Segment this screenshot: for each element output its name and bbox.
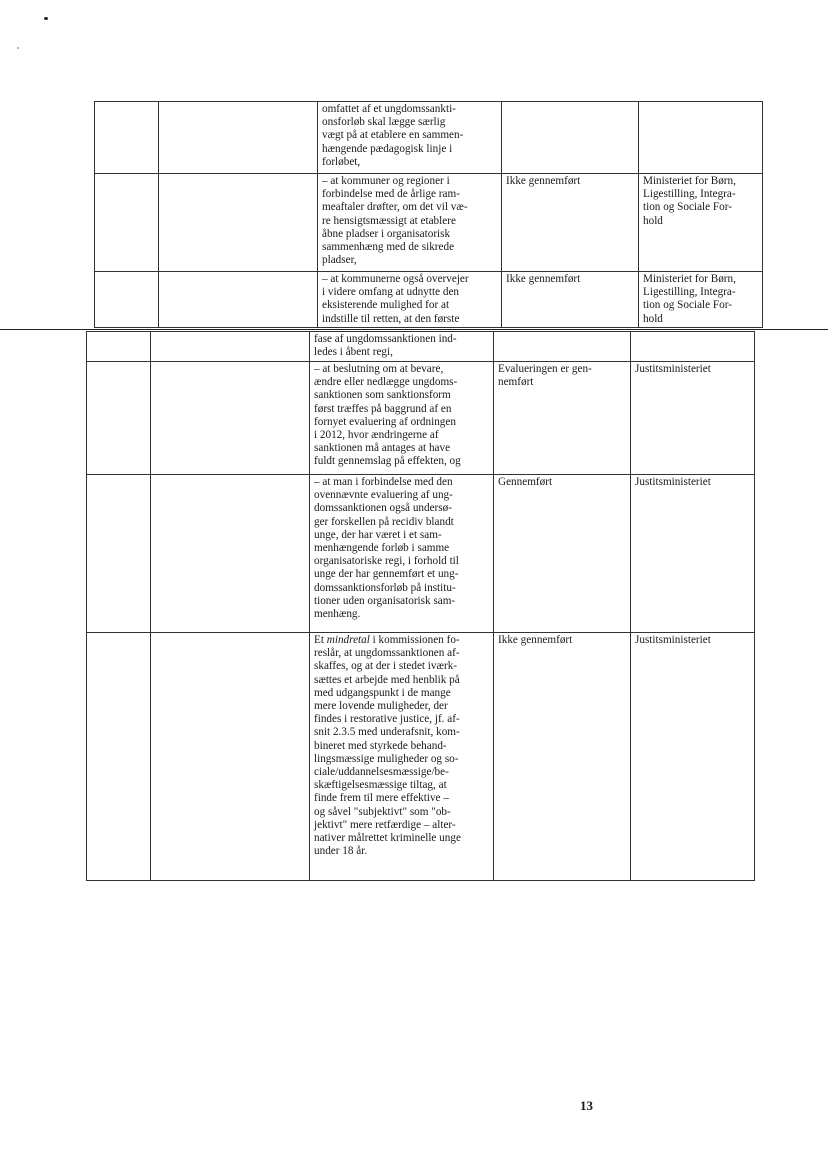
ministry-cell: Justitsministeriet bbox=[631, 475, 755, 633]
empty-cell bbox=[159, 102, 318, 174]
ministry-cell: Justitsministeriet bbox=[631, 362, 755, 475]
status-cell: Gennemført bbox=[494, 475, 631, 633]
scan-speck bbox=[17, 47, 19, 49]
ministry-cell: Ministeriet for Børn, Ligestilling, Integra- tion og Sociale For- hold bbox=[639, 272, 763, 328]
status-cell bbox=[502, 102, 639, 174]
recommendation-cell: – at kommuner og regioner i forbindelse med de årlige ram- meaftaler drøfter, om det vil væ- re hensigtsmæssigt at etablere åbne pladser i organisatorisk sammenhæng med de sikrede pladser, bbox=[318, 174, 502, 272]
scan-fold-line bbox=[0, 329, 828, 330]
table-row bbox=[95, 272, 763, 328]
recommendation-cell: omfattet af et ungdomssankti- onsforløb skal lægge særlig vægt på at etablere en sammen- hængende pædagogisk linje i forløbet, bbox=[318, 102, 502, 174]
ministry-cell: Ministeriet for Børn, Ligestilling, Integra- tion og Sociale For- hold bbox=[639, 174, 763, 272]
empty-cell bbox=[151, 633, 310, 881]
empty-cell bbox=[87, 475, 151, 633]
table-row bbox=[87, 332, 755, 362]
status-cell bbox=[494, 332, 631, 362]
page-number: 13 bbox=[580, 1098, 593, 1113]
empty-cell bbox=[151, 475, 310, 633]
empty-cell bbox=[151, 332, 310, 362]
recommendations-table-top bbox=[94, 101, 763, 328]
status-cell: Ikke gennemført bbox=[502, 272, 639, 328]
status-cell: Ikke gennemført bbox=[502, 174, 639, 272]
empty-cell bbox=[87, 362, 151, 475]
recommendation-cell: fase af ungdomssanktionen ind- ledes i åbent regi, bbox=[310, 332, 494, 362]
table-row bbox=[87, 633, 755, 881]
empty-cell bbox=[151, 362, 310, 475]
recommendations-table-bottom bbox=[86, 331, 755, 881]
empty-cell bbox=[95, 102, 159, 174]
empty-cell bbox=[87, 633, 151, 881]
ministry-cell bbox=[631, 332, 755, 362]
status-cell: Ikke gennemført bbox=[494, 633, 631, 881]
table-row bbox=[87, 475, 755, 633]
scan-speck bbox=[44, 17, 48, 20]
empty-cell bbox=[95, 272, 159, 328]
ministry-cell bbox=[639, 102, 763, 174]
recommendation-cell: – at kommunerne også overvejer i videre omfang at udnytte den eksisterende mulighed for at indstille til retten, at den første bbox=[318, 272, 502, 328]
recommendation-cell: Et mindretal i kommissionen fo- reslår, at ungdomssanktionen af- skaffes, og at der i stedet iværk- sættes et arbejde med henblik på med udgangspunkt i de mange mere lovende muligheder, der findes i restorative justice, jf. af- snit 2.3.5 med underafsnit, kom- bineret med styrkede behand- lingsmæssige muligheder og so- ciale/uddannelsesmæssige/be- skæftigelsesmæssige tiltag, at finde frem til mere effektive – og såvel "subjektivt" som "ob- jektivt" mere retfærdige – alter- nativer målrettet kriminelle unge under 18 år. bbox=[310, 633, 494, 881]
ministry-cell: Justitsministeriet bbox=[631, 633, 755, 881]
status-cell: Evalueringen er gen- nemført bbox=[494, 362, 631, 475]
table-row bbox=[95, 174, 763, 272]
empty-cell bbox=[95, 174, 159, 272]
table-row bbox=[87, 362, 755, 475]
table-row bbox=[95, 102, 763, 174]
empty-cell bbox=[159, 272, 318, 328]
recommendation-cell: – at man i forbindelse med den ovennævnte evaluering af ung- domssanktionen også undersø- ger forskellen på recidiv blandt unge, der har været i et sam- menhængende forløb i samme organisatoriske regi, i forhold til unge der har gennemført et ung- domssanktionsforløb på institu- tioner uden organisatorisk sam- menhæng. bbox=[310, 475, 494, 633]
recommendation-cell: – at beslutning om at bevare, ændre eller nedlægge ungdoms- sanktionen som sanktionsform først træffes på baggrund af en fornyet evaluering af ordningen i 2012, hvor ændringerne af sanktionen må antages at have fuldt gennemslag på effekten, og bbox=[310, 362, 494, 475]
emphasis-text: mindretal bbox=[326, 634, 370, 646]
empty-cell bbox=[87, 332, 151, 362]
empty-cell bbox=[159, 174, 318, 272]
